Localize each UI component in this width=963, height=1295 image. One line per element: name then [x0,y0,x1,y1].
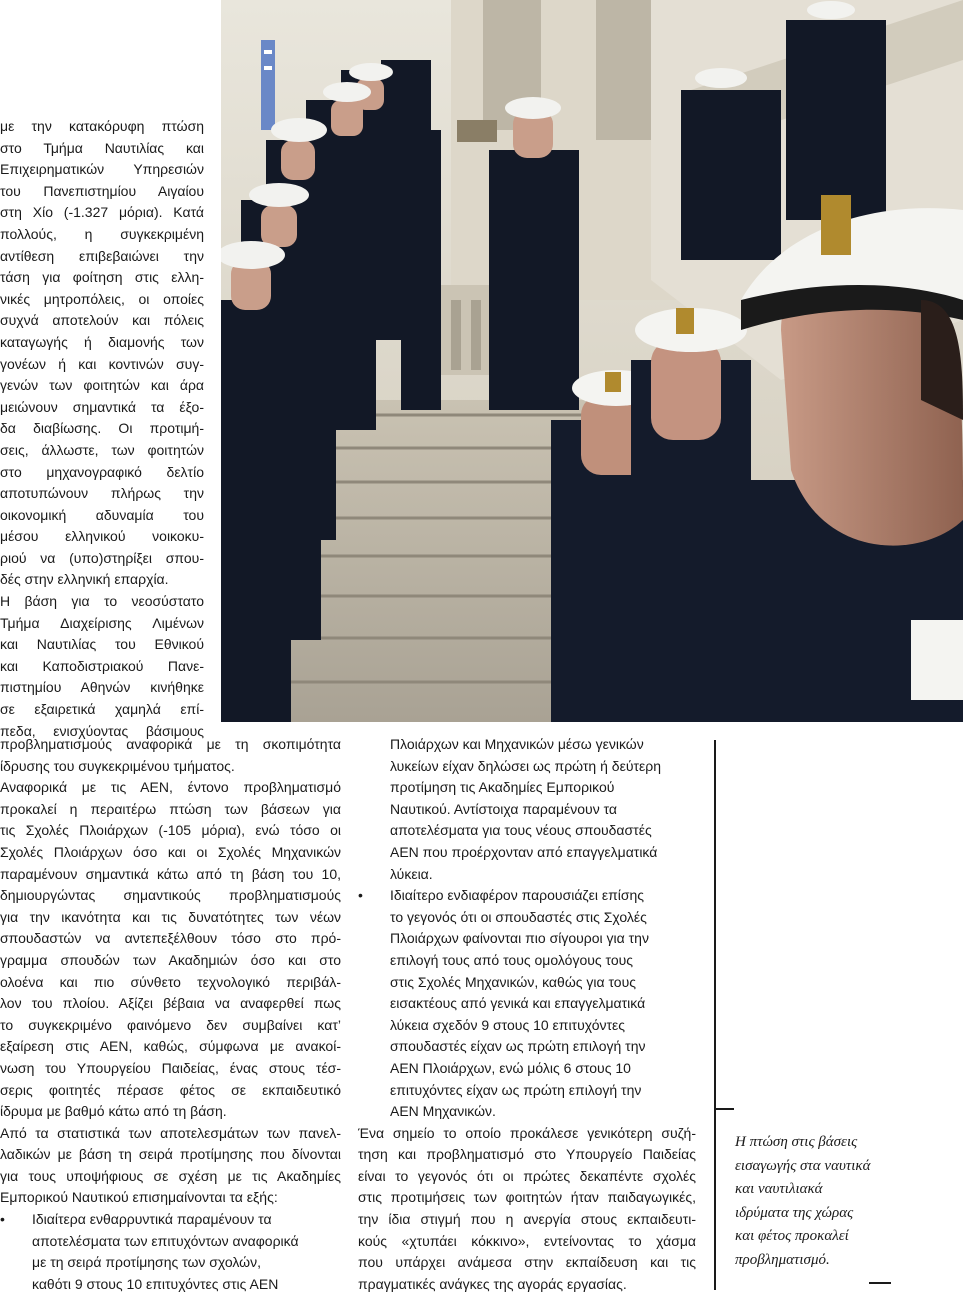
text-line: Πλοιάρχων φαίνονται πιο σίγουροι για την [390,930,649,947]
pull-quote [735,1131,915,1272]
text-line: πεδα, ενισχύοντας βάσιμους [0,722,204,739]
text-line: οικονομική αδυναμία του [0,506,204,523]
pull-quote-line: ιδρύματα της χώρας [735,1204,854,1221]
text-line: λύκεια. [390,865,433,882]
text-line: νικές μητροπόλεις, οι οποίες [0,290,204,307]
text-line: τις Σχολές Πλοιάρχων (-105 μόρια), ενώ τόσο οι [0,822,341,839]
text-line: Η βάση για το νεοσύστατο [0,593,204,610]
text-line: δές στην ελληνική επαρχία. [0,571,169,588]
text-line: αποτυπώνουν πλήρως την [0,485,204,502]
text-line: λύκεια σχεδόν 9 στους 10 επιτυχόντες [390,1016,626,1033]
text-line: εισακτέους από γενικά και επαγγελματικά [390,995,646,1012]
text-line: μέσου ελληνικού νοικοκυ- [0,528,204,545]
text-line: σπουδαστές είχαν ως πρώτη επιλογή την [390,1038,646,1055]
text-line: στη Χίο (-1.327 μόρια). Κατά [0,204,204,221]
text-line: νωση του Υπουργείου Παιδείας, ένας στους τέσ- [0,1059,341,1076]
text-line: Σχολές Πλοιάρχων όσο και οι Σχολές Μηχανικών [0,843,341,860]
text-line: με την κατακόρυφη πτώση [0,118,204,134]
text-line: προκαλεί η περαιτέρω πτώση των βάσεων για [0,800,341,817]
text-line: στο Τμήμα Ναυτιλίας και [0,139,204,156]
text-line: αποτελέσματα των επιτυχόντων αναφορικά [32,1232,299,1249]
text-line: συχνά αποτελούν και πόλεις [0,312,204,329]
text-line: τάση για φοίτηση στις ελλη- [0,269,204,286]
text-line: ΑΕΝ Πλοιάρχων, ενώ μόλις 6 στους 10 [390,1059,631,1076]
text-line: και Ναυτιλίας του Εθνικού [0,636,204,653]
text-line: καταγωγής ή διαμονής των [0,333,204,350]
pull-quote-line: προβληματισμό. [735,1251,830,1268]
text-line: λυκείων είχαν δηλώσει ως πρώτη ή δεύτερη [390,757,661,774]
pull-quote-line: και ναυτιλιακά [735,1181,823,1197]
quote-rule-top [714,1108,734,1110]
text-line: εξαίρεση στις ΑΕΝ, καθώς, σύμφωνα με ανακοί- [0,1038,341,1055]
text-line: Εμπορικού Ναυτικού επισημαίνονται τα εξής: [0,1189,278,1206]
text-line: και Καποδιστριακού Πανε- [0,657,204,674]
text-line: ΑΕΝ που προέρχονταν από επαγγελματικά [390,843,658,860]
text-line: μειώνουν σημαντικά τα έξο- [0,398,204,415]
pull-quote-line: και φέτος προκαλεί [735,1228,849,1244]
text-line: σε εξαιρετικά χαμηλά επί- [0,701,204,718]
text-line: στο μηχανογραφικό δελτίο [0,463,204,480]
text-line: λαδικών με βάση τη σειρά προτίμησης που δίνονται [0,1146,341,1163]
text-line: στις προτιμήσεις των φοιτητών ήταν παιδαγωγικές, [358,1189,696,1206]
text-line: πραγματικές ανάγκες της αγοράς εργασίας. [358,1275,627,1292]
text-line: Τμήμα Διαχείρισης Λιμένων [0,614,204,631]
text-line: σπουδαστών να αντεπεξέλθουν τόσο στο πρό- [0,930,341,947]
text-line: για τους υποψήφιους σε σχέση με τις Ακαδημίες [0,1167,341,1184]
text-line: πολλούς, η συγκεκριμένη [0,225,204,242]
text-line: προτίμηση τις Ακαδημίες Εμπορικού [390,779,615,796]
text-line: • Ιδιαίτερο ενδιαφέρον παρουσιάζει επίσης [358,885,696,907]
text-line: ριού να (υπο)στηρίξει σπου- [0,549,204,566]
text-line: επιτυχόντες είχαν ως πρώτη επιλογή την [390,1081,642,1098]
text-line: ολοένα και πιο σύνθετο τεχνολογικό περιβάλ- [0,973,341,990]
text-line: το συγκεκριμένο φαινόμενο δεν συμβαίνει κατ’ [0,1016,341,1033]
text-line: πιστημίου Αθηνών κινήθηκε [0,679,204,696]
text-line: λον του πλοίου. Αξίζει βέβαια να αναφερθεί πως [0,995,341,1012]
text-line: αντίθεση επιβεβαιώνει την [0,247,204,264]
left-column-top [0,116,204,742]
text-line: που υπάρχει ανάμεσα στην εκπαίδευση και τις [358,1254,696,1271]
text-line: γονέων ή και κοντινών συγ- [0,355,204,372]
cadets-on-stairs-photo [221,0,963,722]
text-line: δα διαβίωσης. Οι προτιμή- [0,420,204,437]
middle-column [358,734,696,1295]
text-line: Ναυτικού. Αντίστοιχα παραμένουν τα [390,800,618,817]
text-line: είναι το γεγονός ότι οι πρώτες δεκαπέντε σχολές [358,1167,696,1184]
quote-rule-bottom [869,1282,891,1284]
text-line: του Πανεπιστημίου Αιγαίου [0,182,204,199]
text-line: ίδρυσης του συγκεκριμένου τμήματος. [0,757,235,774]
text-line: σεις, άλλωστε, των φοιτητών [0,441,204,458]
column-divider [714,740,716,1290]
text-line: κούς «χτυπάει κόκκινο», εντείνοντας το χάσμα [358,1232,696,1249]
text-line: γραμμα σπουδών των Ακαδημιών όσο και στο [0,951,341,968]
text-line: με τη σειρά προτίμησης των σχολών, [32,1254,262,1271]
text-line: Αναφορικά με τις ΑΕΝ, έντονο προβληματισμό [0,779,341,796]
text-line: για την ικανότητα και τις δυνατότητες των νέων [0,908,341,925]
text-line: Πλοιάρχων και Μηχανικών μέσω γενικών [390,736,644,752]
pull-quote-line: εισαγωγής στα ναυτικά [735,1157,871,1174]
text-line: Επιχειρηματικών Υπηρεσιών [0,161,204,178]
text-line: προβληματισμούς αναφορικά με τη σκοπιμότητα [0,736,341,752]
text-line: σερις φοιτητές πέρασε φέτος σε εκπαιδευτικό [0,1081,341,1098]
left-column-bottom [0,734,341,1295]
text-line: την ίδια στιγμή που η ανεργία στους εκπαιδευτι- [358,1211,696,1228]
bullet-item-first-line [0,1209,341,1231]
text-line: παραμένουν σημαντικά κάτω από τη βάση του 10, [0,865,341,882]
text-line: στις Σχολές Μηχανικών, καθώς για τους [390,973,636,990]
bullet-text: Ιδιαίτερα ενθαρρυντικά παραμένουν τα [32,1211,272,1228]
text-line: γενών των φοιτητών και άρα [0,377,204,394]
text-line: καθότι 9 στους 10 επιτυχόντες στις ΑΕΝ [32,1275,279,1292]
text-line: το γεγονός ότι οι σπουδαστές στις Σχολές [390,908,647,925]
text-line: δημιουργώντας σημαντικούς προβληματισμούς [0,887,341,904]
text-line: Ένα σημείο το οποίο προκάλεσε γενικότερη συζή- [358,1124,696,1141]
text-line: ΑΕΝ Μηχανικών. [390,1103,496,1120]
text-line: αποτελέσματα για τους νέους σπουδαστές [390,822,652,839]
text-line: ίδρυμα με βαθμό κάτω από τη βάση. [0,1103,227,1120]
text-line: Από τα στατιστικά των αποτελεσμάτων των πανελ- [0,1124,341,1141]
text-line: τηση και προβληματισμό στο Υπουργείο Παιδείας [358,1146,696,1163]
text-line: επιλογή τους από τους ομολόγους τους [390,951,634,968]
pull-quote-line: Η πτώση στις βάσεις [735,1134,858,1150]
